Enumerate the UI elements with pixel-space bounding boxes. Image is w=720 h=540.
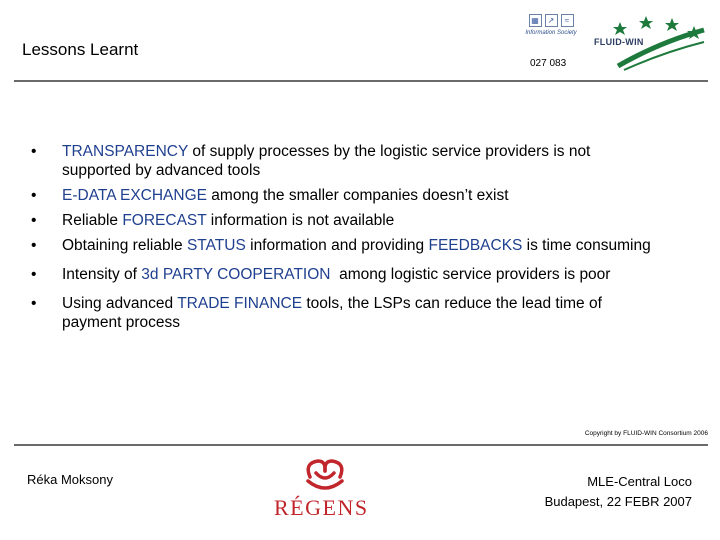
bullet-icon: • [31,212,37,229]
regens-logo [270,455,380,527]
document-reference: 027 083 [530,58,567,69]
page-title: Lessons Learnt [22,40,139,59]
presentation-date: Budapest, 22 FEBR 2007 [544,494,692,509]
header-divider [14,80,708,82]
bullet-icon: • [31,266,37,283]
regens-emblem-icon [270,455,380,499]
regens-wordmark: RÉGENS [274,495,369,520]
bullet-icon: • [31,143,37,160]
list-item: • Intensity of 3d PARTY COOPERATION among logistic service providers is poor [31,266,611,283]
fluid-win-logo [590,12,708,72]
info-society-tile-icon: ↗ [545,14,558,27]
bullet-icon: • [31,295,37,312]
list-item: • Reliable FORECAST information is not available [31,212,395,229]
copyright-notice: Copyright by FLUID-WIN Consortium 2006 [584,430,708,437]
list-item: • Using advanced TRADE FINANCE tools, the LSPs can reduce the lead time of payment process [31,295,602,331]
bullet-icon: • [31,187,37,204]
info-society-caption: Information Society [525,30,577,36]
fluid-win-wordmark: FLUID-WIN [594,37,644,47]
info-society-logo [524,14,578,58]
footer-divider [14,444,708,446]
organization-info [545,472,692,512]
list-item: • Obtaining reliable STATUS information and providing FEEDBACKS is time consuming [31,237,651,254]
organization-name: MLE-Central Loco [587,474,692,489]
info-society-tile-icon: ≈ [561,14,574,27]
list-item: • E-DATA EXCHANGE among the smaller companies doesn’t exist [31,187,509,204]
list-item: • TRANSPARENCY of supply processes by the logistic service providers is not supported by advanced tools [31,143,591,179]
lessons-list [0,142,680,332]
info-society-tile-icon: ▦ [529,14,542,27]
author-name: Réka Moksony [27,472,113,487]
bullet-icon: • [31,237,37,254]
